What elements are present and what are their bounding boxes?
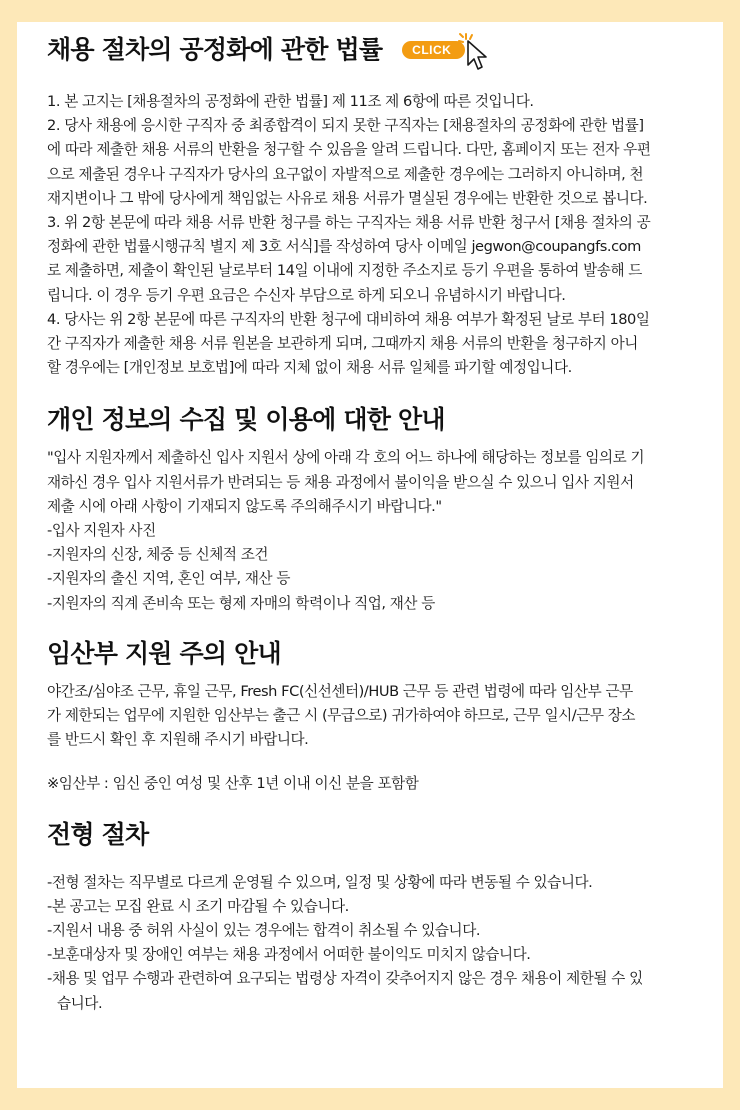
- section4-title: 전형 절차: [47, 819, 149, 849]
- text-line: 를 반드시 확인 후 지원해 주시기 바랍니다.: [47, 731, 309, 749]
- pregnancy-note: ※임산부 : 임신 중인 여성 및 산후 1년 이내 이신 분을 포함함: [47, 775, 419, 793]
- click-graphic: [402, 30, 502, 70]
- text-line: 할 경우에는 [개인정보 보호법]에 따라 지체 없이 채용 서류 일체를 파기할 예정입니다.: [47, 359, 572, 377]
- list-item: -본 공고는 모집 완료 시 조기 마감될 수 있습니다.: [47, 897, 349, 915]
- text-line: 3. 위 2항 본문에 따라 채용 서류 반환 청구를 하는 구직자는 채용 서류 반환 청구서 [채용 절차의 공: [47, 214, 651, 232]
- click-burst-icon: [459, 34, 472, 42]
- section1-header: [47, 30, 703, 70]
- section2-title: 개인 정보의 수집 및 이용에 대한 안내: [47, 405, 445, 435]
- text-line: "입사 지원자께서 제출하신 입사 지원서 상에 아래 각 호의 어느 하나에 해당하는 정보를 임의로 기: [47, 449, 645, 467]
- text-line: 재지변이나 그 밖에 당사에게 책임없는 사유로 채용 서류가 멸실된 경우에는 반환한 것으로 봅니다.: [47, 189, 648, 207]
- text-line: 립니다. 이 경우 등기 우편 요금은 수신자 부담으로 하게 되오니 유념하시기 바랍니다.: [47, 286, 566, 304]
- text-line: 로 제출하면, 제출이 확인된 날로부터 14일 이내에 지정한 주소지로 등기 우편을 통하여 발송해 드: [47, 262, 642, 280]
- click-badge: CLICK: [402, 41, 465, 59]
- section1-body: [47, 90, 703, 380]
- section2-body: [47, 446, 703, 615]
- text-line: 2. 당사 채용에 응시한 구직자 중 최종합격이 되지 못한 구직자는 [채용절차의 공정화에 관한 법률]: [47, 117, 644, 135]
- list-item: -채용 및 업무 수행과 관련하여 요구되는 법령상 자격이 갖추어지지 않은 경우 채용이 제한될 수 있: [47, 970, 643, 988]
- section3-title: 임산부 지원 주의 안내: [47, 638, 281, 668]
- list-item: -전형 절차는 직무별로 다르게 운영될 수 있으며, 일정 및 상황에 따라 변동될 수 있습니다.: [47, 873, 593, 891]
- list-item: -지원자의 신장, 체중 등 신체적 조건: [47, 546, 269, 564]
- section3-body: [47, 680, 703, 753]
- mouse-cursor-icon: [458, 32, 498, 72]
- list-item: -보훈대상자 및 장애인 여부는 채용 과정에서 어떠한 불이익도 미치지 않습니다.: [47, 946, 531, 964]
- text-line: 4. 당사는 위 2항 본문에 따른 구직자의 반환 청구에 대비하여 채용 여부가 확정된 날로 부터 180일: [47, 310, 650, 328]
- list-item: -지원자의 출신 지역, 혼인 여부, 재산 등: [47, 570, 291, 588]
- text-line: 1. 본 고지는 [채용절차의 공정화에 관한 법률] 제 11조 제 6항에 따른 것입니다.: [47, 93, 534, 110]
- text-line: 정화에 관한 법률시행규칙 별지 제 3호 서식]를 작성하여 당사 이메일 jegwon@coupangfs.com: [47, 238, 641, 256]
- text-line: 으로 제출된 경우나 구직자가 당사의 요구없이 자발적으로 제출한 경우에는 그러하지 아니하며, 천: [47, 165, 644, 183]
- text-line: 재하신 경우 입사 지원서류가 반려되는 등 채용 과정에서 불이익을 받으실 수 있으니 입사 지원서: [47, 473, 634, 491]
- text-line: 제출 시에 아래 사항이 기재되지 않도록 주의해주시기 바랍니다.": [47, 497, 442, 515]
- text-line: 가 제한되는 업무에 지원한 임산부는 출근 시 (무급으로) 귀가하여야 하므로, 근무 일시/근무 장소: [47, 707, 636, 725]
- list-item: -지원자의 직계 존비속 또는 형제 자매의 학력이나 직업, 재산 등: [47, 594, 435, 612]
- section1-title: 채용 절차의 공정화에 관한 법률: [47, 35, 383, 64]
- text-line: 간 구직자가 제출한 채용 서류 원본을 보관하게 되며, 그때까지 채용 서류의 반환을 청구하지 아니: [47, 335, 638, 353]
- list-item: -입사 지원자 사진: [47, 522, 156, 540]
- text-line: 야간조/심야조 근무, 휴일 근무, Fresh FC(신선센터)/HUB 근무 등 관련 법령에 따라 임산부 근무: [47, 682, 633, 700]
- list-item-continuation: 습니다.: [57, 994, 103, 1012]
- text-line: 에 따라 제출한 채용 서류의 반환을 청구할 수 있음을 알려 드립니다. 다만, 홈페이지 또는 전자 우편: [47, 141, 651, 159]
- section4-body: [47, 871, 703, 1016]
- list-item: -지원서 내용 중 허위 사실이 있는 경우에는 합격이 취소될 수 있습니다.: [47, 922, 481, 940]
- notice-card: [17, 22, 723, 1088]
